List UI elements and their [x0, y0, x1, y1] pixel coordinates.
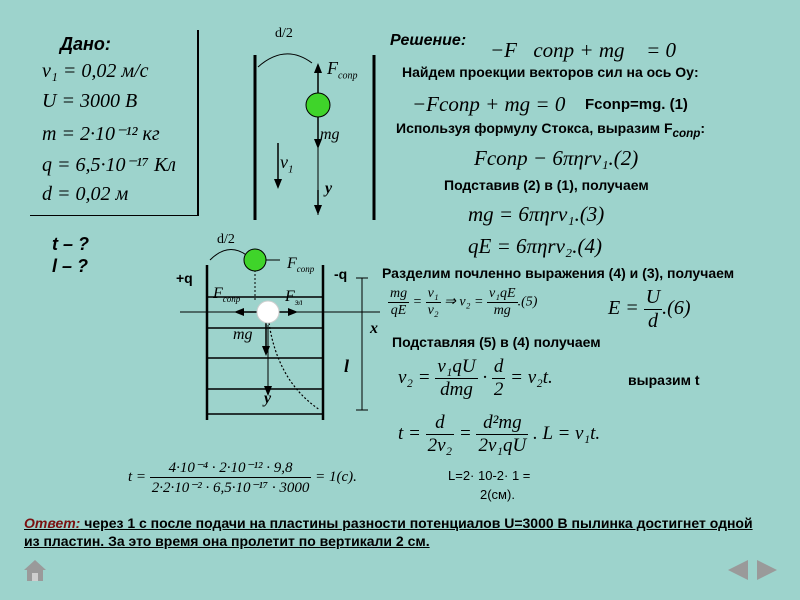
- eq-stokes: Fconp − 6πηrv₁.(2): [474, 146, 639, 170]
- eq-fconp-mg: Fconp=mg. (1): [585, 96, 688, 113]
- substitute-text: Подставив (2) в (1), получаем: [444, 177, 649, 193]
- substituting-text: Подставляя (5) в (4) получаем: [392, 334, 601, 350]
- plus-q-label: +q: [176, 270, 193, 286]
- divide-text: Разделим почленно выражения (4) и (3), получаем: [382, 265, 735, 281]
- given-m: m = 2·10⁻¹² кг: [42, 123, 160, 145]
- answer-label: Ответ:: [24, 515, 81, 531]
- answer-text: через 1 с после подачи на пластины разности потенциалов U=3000 В пылинка достигнет одной из пластин. За это время она пролетит по вертикали 2 см.: [24, 515, 753, 549]
- unknown-t: t – ?: [52, 234, 90, 254]
- given-underline: [30, 215, 199, 216]
- drag-force-label: $F_{conp}$: [327, 58, 358, 82]
- stokes-text: Используя формулу Стокса, выразим $F_{conp}$:: [396, 120, 706, 140]
- solution-title: Решение:: [390, 32, 467, 49]
- eq-8: t = $\frac{d}{\text{2v₂}}$ = $\frac{\text{d²mg}}{\text{2v₁qU}}$ . L = v₁t.: [398, 412, 601, 456]
- d-half-label: d/2: [275, 26, 293, 41]
- given-title: Дано:: [60, 34, 111, 54]
- x-axis-label: x: [370, 320, 378, 337]
- l-calc-line1: L=2· 10-2· 1 =: [448, 468, 531, 483]
- eq-4: qE = 6πηrv₂.(4): [468, 234, 602, 258]
- minus-q-label: -q: [334, 266, 348, 282]
- electric-force-label: $F_{эл}$: [285, 288, 303, 308]
- diagram-charged-plates: [170, 230, 385, 425]
- drag-force-label-3: $F_{conp}$: [213, 285, 241, 305]
- prev-arrow-icon[interactable]: [726, 558, 750, 582]
- eq-5: $\frac{mg}{qE}$ = $\frac{\text{v₁}}{\text{v₂}}$ ⇒ v₂ = $\frac{\text{v₁qE}}{mg}$ .(5): [390, 286, 538, 318]
- given-d: d = 0,02 м: [42, 183, 129, 205]
- y-axis-label-2: y: [264, 390, 272, 407]
- l-calc-line2: 2(см).: [480, 487, 515, 502]
- eq-7: v₂ = $\frac{\text{v₁qU}}{\text{dmg}}$ · $\frac{d}{2}$ = v₂t.: [398, 356, 553, 400]
- eq-9: t = $\frac{\text{4·10⁻⁴ · 2·10⁻¹² · 9,8}}{\text{2·2·10⁻² · 6,5·10⁻¹⁷ · 3000}}$ = 1(c).: [128, 460, 357, 496]
- y-axis-label: y: [325, 180, 333, 197]
- eq-6: E = $\frac{U}{d}$ .(6): [608, 286, 691, 332]
- gravity-label: mg: [320, 126, 340, 143]
- velocity-label: $v_1$: [280, 152, 294, 176]
- l-label: l: [344, 356, 350, 376]
- answer-block: [24, 514, 764, 550]
- unknown-l: l – ?: [52, 256, 89, 276]
- given-v1: v₁ = 0,02 м/с: [42, 60, 149, 82]
- eq-3: mg = 6πηrv₁.(3): [468, 202, 605, 226]
- given-divider: [197, 30, 199, 216]
- given-q: q = 6,5·10⁻¹⁷ Кл: [42, 154, 177, 176]
- d-half-label-2: d/2: [217, 232, 235, 247]
- express-t-text: выразим t: [628, 372, 700, 388]
- next-arrow-icon[interactable]: [755, 558, 779, 582]
- eq-projection: −Fconp + mg = 0: [412, 92, 566, 116]
- given-u: U = 3000 В: [42, 90, 138, 112]
- eq-vector-sum: −F⃗conp + mg⃗ = 0: [490, 38, 676, 62]
- diagram-dust-between-plates: [240, 25, 390, 225]
- drag-force-label-2: $F_{conp}$: [287, 255, 315, 275]
- gravity-label-2: mg: [233, 326, 253, 343]
- home-icon[interactable]: [22, 558, 48, 584]
- projection-text: Найдем проекции векторов сил на ось Oy:: [402, 64, 699, 80]
